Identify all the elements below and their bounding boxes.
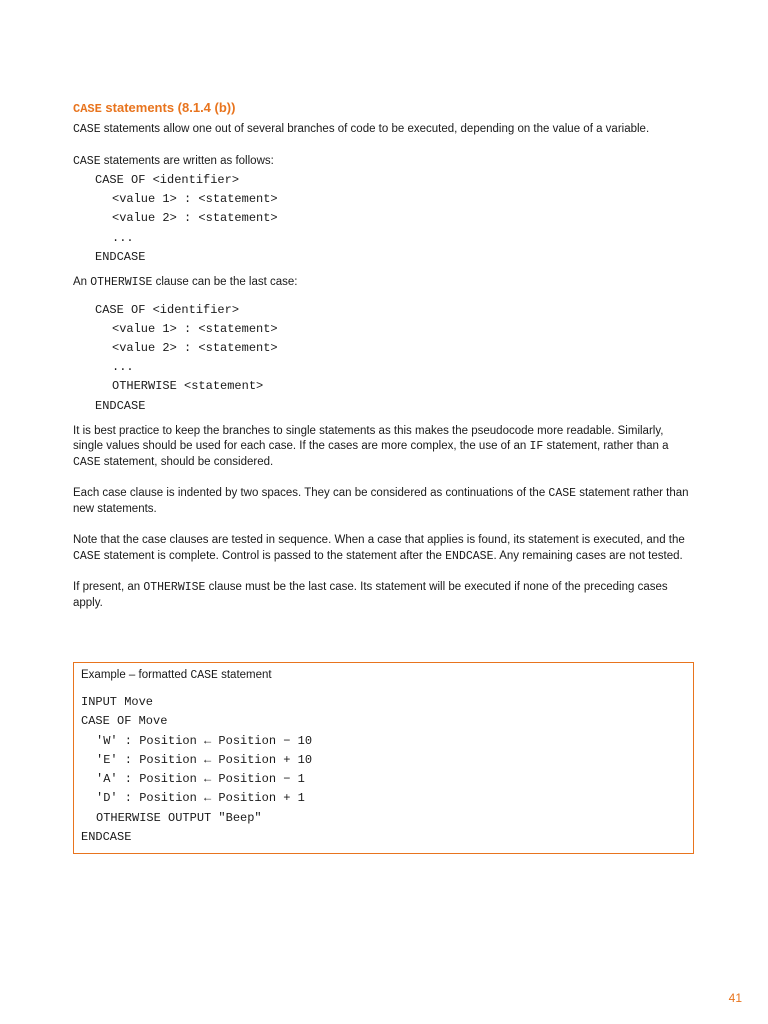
code-line: OTHERWISE <statement> — [112, 379, 264, 394]
spacer — [73, 470, 695, 486]
spacer — [73, 138, 695, 154]
indentation-text-2: statement rather than new statements. — [73, 487, 689, 515]
best-practice-text-1: It is best practice to keep the branches to single statements as this makes the pseudocode more readable. Similarly, single values should be used for each case. If the cases are more complex, the use of an — [73, 424, 664, 453]
code-line: <value 1> : <statement> — [112, 192, 278, 207]
best-practice-text-3: statement, should be considered. — [100, 455, 274, 468]
code-block-basic — [73, 171, 695, 267]
intro-text: statements allow one out of several branches of code to be executed, depending on the value of a variable. — [100, 123, 650, 135]
otherwise-intro-keyword: OTHERWISE — [90, 276, 153, 290]
code-line: ... — [112, 360, 134, 375]
intro-paragraph — [73, 122, 695, 138]
example-title-before: Example – formatted — [81, 669, 191, 681]
example-code — [81, 693, 686, 847]
written-as-text: statements are written as follows: — [100, 154, 274, 167]
code-line: ENDCASE — [95, 249, 146, 264]
sequence-text-3: . Any remaining cases are not tested. — [493, 549, 683, 562]
example-code-line: OTHERWISE OUTPUT "Beep" — [96, 810, 262, 825]
if-present-paragraph — [73, 580, 695, 611]
otherwise-intro-before: An — [73, 276, 91, 289]
code-line: <value 2> : <statement> — [112, 211, 278, 226]
spacer — [73, 416, 695, 424]
sequence-text-2: statement is complete. Control is passed to the statement after the — [100, 549, 446, 562]
best-practice-text-2: statement, rather than a — [543, 440, 669, 453]
code-line: <value 1> : <statement> — [112, 321, 278, 336]
section-heading — [73, 100, 695, 117]
spacer — [73, 564, 695, 580]
heading-text: statements (8.1.4 (b)) — [101, 100, 236, 115]
best-practice-keyword-if: IF — [529, 440, 544, 454]
written-as-paragraph — [73, 154, 695, 170]
otherwise-intro-after: clause can be the last case: — [152, 276, 298, 289]
document-page — [73, 100, 695, 611]
example-title — [81, 668, 686, 683]
code-line: CASE OF <identifier> — [95, 173, 240, 187]
page-number: 41 — [728, 991, 742, 1005]
example-code-line: INPUT Move — [81, 695, 154, 709]
heading-keyword: CASE — [73, 102, 102, 116]
sequence-keyword-case: CASE — [73, 549, 101, 563]
indentation-paragraph — [73, 486, 695, 517]
best-practice-paragraph — [73, 424, 695, 471]
example-code-line: 'A' : Position ← Position − 1 — [96, 772, 305, 787]
sequence-keyword-endcase: ENDCASE — [445, 549, 494, 563]
example-box — [73, 662, 694, 854]
indentation-text-1: Each case clause is indented by two spaces. They can be considered as continuations of the — [73, 487, 549, 500]
spacer — [73, 517, 695, 533]
example-code-line: 'W' : Position ← Position − 10 — [96, 733, 313, 748]
sequence-text-1: Note that the case clauses are tested in sequence. When a case that applies is found, its statement is executed, and the — [73, 534, 685, 547]
sequence-paragraph — [73, 533, 695, 564]
example-code-line: CASE OF Move — [81, 714, 168, 729]
example-code-line: 'D' : Position ← Position + 1 — [96, 791, 305, 806]
if-present-text-1: If present, an — [73, 581, 144, 594]
best-practice-keyword-case: CASE — [73, 455, 101, 469]
example-code-line: 'E' : Position ← Position + 10 — [96, 752, 313, 767]
indentation-keyword: CASE — [548, 487, 577, 501]
example-title-keyword: CASE — [190, 669, 218, 682]
code-line: ... — [112, 230, 134, 245]
code-line: CASE OF <identifier> — [95, 302, 240, 317]
written-as-keyword: CASE — [73, 154, 101, 168]
code-line: ENDCASE — [95, 398, 146, 413]
otherwise-intro-paragraph — [73, 275, 695, 291]
code-block-otherwise — [73, 301, 695, 416]
spacer — [73, 267, 695, 275]
spacer — [73, 291, 695, 299]
code-line: <value 2> : <statement> — [112, 340, 278, 355]
if-present-keyword: OTHERWISE — [143, 581, 206, 595]
example-title-after: statement — [217, 669, 272, 681]
if-present-text-2: clause must be the last case. Its statement will be executed if none of the preceding cases apply. — [73, 581, 668, 609]
example-code-line: ENDCASE — [81, 830, 132, 845]
intro-keyword: CASE — [73, 123, 101, 136]
